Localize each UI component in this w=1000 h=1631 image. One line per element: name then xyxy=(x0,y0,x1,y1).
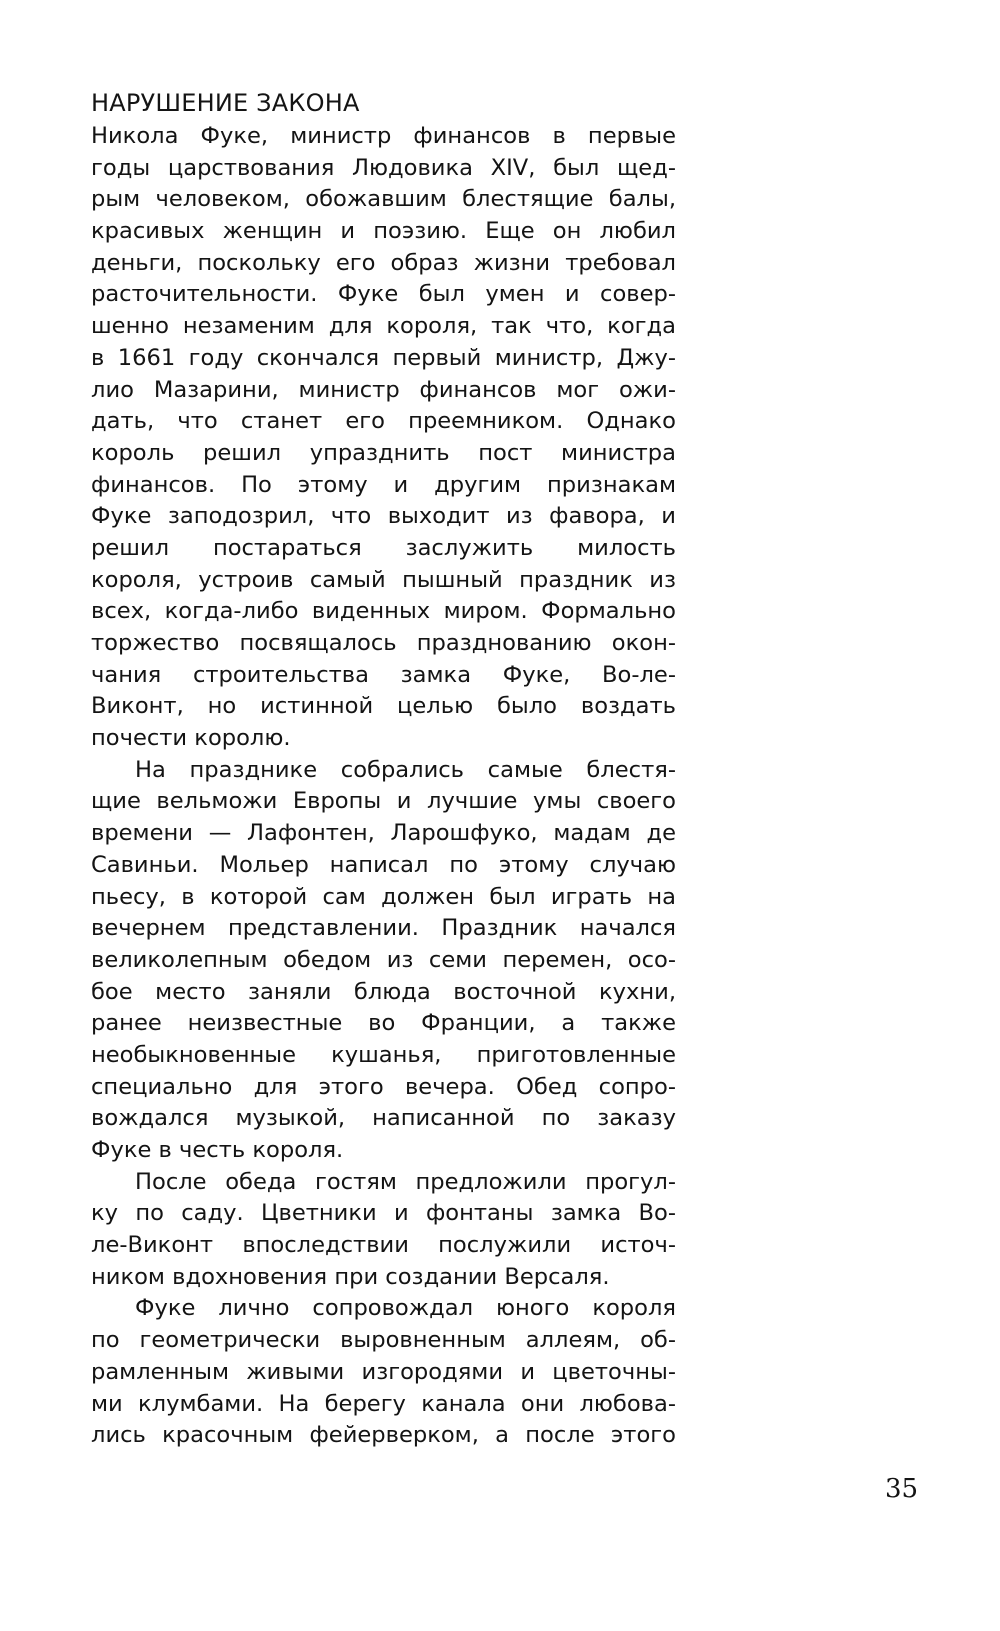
text-line: специально для этого вечера. Обед сопро- xyxy=(91,1073,676,1100)
text-line: вождался музыкой, написанной по заказу xyxy=(91,1105,676,1132)
text-line: ми клумбами. На берегу канала они любова- xyxy=(91,1390,676,1417)
text-line: годы царствования Людовика XIV, был щед- xyxy=(91,154,676,181)
text-line: красивых женщин и поэзию. Еще он любил xyxy=(91,218,676,245)
text-line: почести королю. xyxy=(91,725,291,752)
text-line: торжество посвящалось празднованию окон- xyxy=(91,630,676,656)
text-line: ранее неизвестные во Франции, а также xyxy=(91,1010,676,1037)
text-line: Никола Фуке, министр финансов в первые xyxy=(91,123,676,149)
text-line: по геометрически выровненным аллеям, об- xyxy=(91,1327,676,1354)
text-line: бое место заняли блюда восточной кухни, xyxy=(91,978,676,1005)
text-line: щие вельможи Европы и лучшие умы своего xyxy=(91,788,676,815)
text-line: лио Мазарини, министр финансов мог ожи- xyxy=(91,376,676,403)
text-line: пьесу, в которой сам должен был играть на xyxy=(91,883,676,910)
text-line: времени — Лафонтен, Ларошфуко, мадам де xyxy=(91,820,676,847)
text-line: рамленным живыми изгородями и цветочны- xyxy=(91,1358,676,1385)
text-line: в 1661 году скончался первый министр, Джу- xyxy=(91,344,676,371)
body-text xyxy=(91,121,676,1452)
text-line: расточительности. Фуке был умен и совер- xyxy=(91,281,676,308)
text-line: шенно незаменим для короля, так что, когда xyxy=(91,313,676,340)
text-line: деньги, поскольку его образ жизни требовал xyxy=(91,249,676,276)
text-line: ле-Виконт впоследствии послужили источ- xyxy=(91,1232,676,1259)
section-heading: НАРУШЕНИЕ ЗАКОНА xyxy=(91,89,360,117)
text-line: На празднике собрались самые блестя- xyxy=(135,756,676,783)
text-line: Виконт, но истинной целью было воздать xyxy=(91,693,676,720)
text-line: Фуке в честь короля. xyxy=(91,1137,344,1163)
text-line: ку по саду. Цветники и фонтаны замка Во- xyxy=(91,1200,676,1227)
text-line: король решил упразднить пост министра xyxy=(91,439,676,466)
text-line: лись красочным фейерверком, а после этого xyxy=(91,1422,676,1449)
text-line: Савиньи. Мольер написал по этому случаю xyxy=(91,851,676,878)
text-line: финансов. По этому и другим признакам xyxy=(91,471,676,498)
text-line: необыкновенные кушанья, приготовленные xyxy=(91,1041,676,1068)
text-line: великолепным обедом из семи перемен, осо- xyxy=(91,946,676,973)
page-number: 35 xyxy=(885,1474,919,1504)
text-line: После обеда гостям предложили прогул- xyxy=(135,1168,676,1195)
text-line: всех, когда-либо виденных миром. Формально xyxy=(91,598,676,625)
text-line: вечернем представлении. Праздник начался xyxy=(91,915,676,942)
text-line: дать, что станет его преемником. Однако xyxy=(91,408,676,435)
text-line: Фуке лично сопровождал юного короля xyxy=(135,1295,676,1322)
text-line: чания строительства замка Фуке, Во-ле- xyxy=(91,661,676,688)
text-line: ником вдохновения при создании Версаля. xyxy=(91,1263,610,1290)
text-line: рым человеком, обожавшим блестящие балы, xyxy=(91,186,676,213)
text-line: решил постараться заслужить милость xyxy=(91,534,676,561)
text-line: короля, устроив самый пышный праздник из xyxy=(91,566,676,593)
text-line: Фуке заподозрил, что выходит из фавора, и xyxy=(91,503,676,530)
